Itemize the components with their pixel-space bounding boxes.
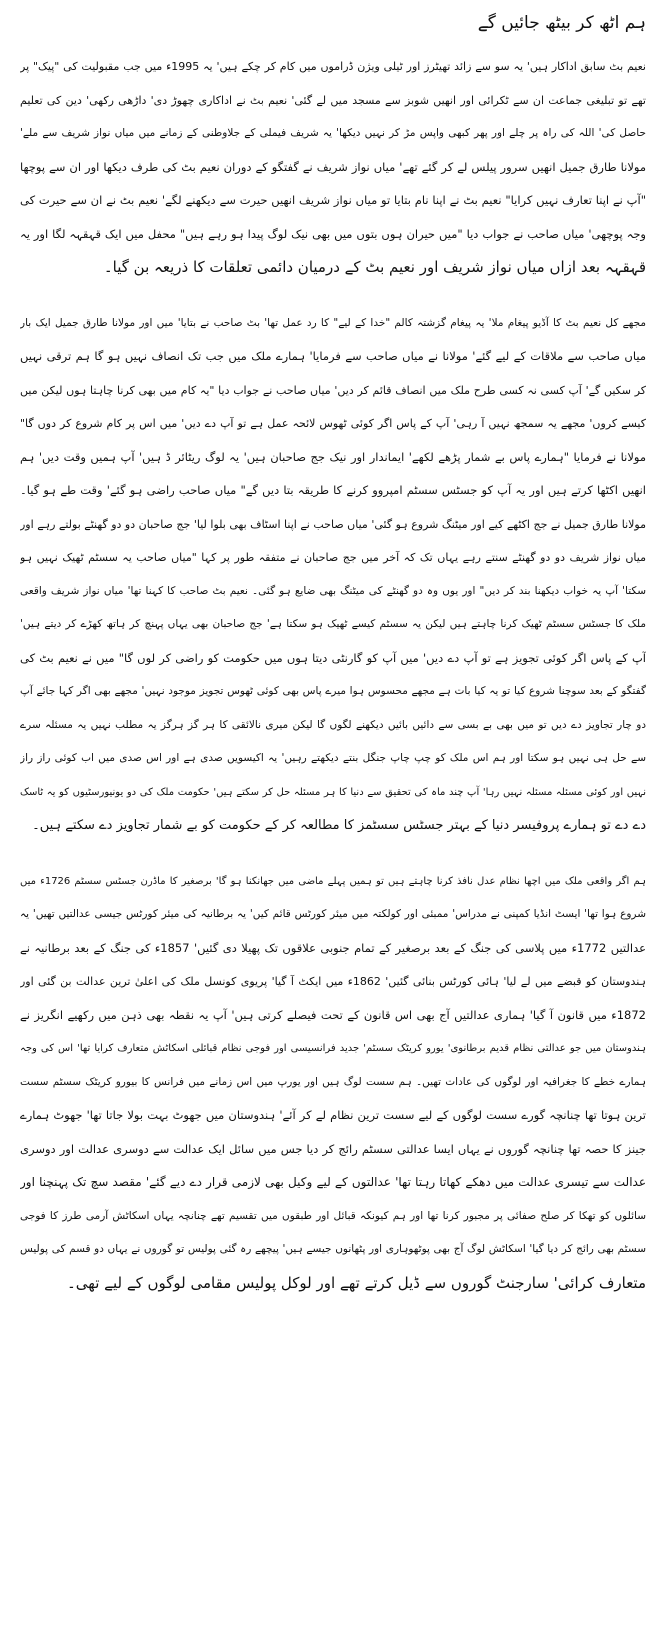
paragraph-line: قہقہہ بعد ازاں میاں نواز شریف اور نعیم بٹ کے درمیان دائمی تعلقات کا ذریعہ بن گیا۔ [103, 258, 646, 276]
article-title: ہم اٹھ کر بیٹھ جائیں گے [477, 13, 646, 33]
article-body [20, 50, 646, 1300]
paragraph-line: جینز کا حصہ تھا چنانچہ گوروں نے یہاں ایسا عدالتی سسٹم رائج کر دیا جس میں سائل ایک عدالت سے دوسری عدالت اور دوسری [20, 1141, 646, 1156]
paragraph-line: میاں صاحب سے ملاقات کے لیے گئے' مولانا نے میاں صاحب سے فرمایا' ہمارے ملک میں جب تک انصاف نہیں ہو گا ہم ترقی نہیں [20, 349, 646, 363]
paragraph-line: دو چار تجاویز دے دیں تو میں بھی بے بسی سے دائیں بائیں دیکھنے لگوں گا لیکن میری نالائقی کا ہر گز ہرگز یہ مطلب نہیں یہ مسئلہ سرے [20, 718, 646, 731]
paragraph-line: سسٹم بھی رائج کر دیا گیا' اسکاٹش لوگ آج بھی پوٹھوہاری اور پٹھانوں جیسے ہیں' پیچھے رہ گئی پولیس تو گوروں نے یہاں دو قسم کی پولیس [20, 1243, 646, 1255]
paragraph-line: مولانا طارق جمیل انھیں سرور پیلس لے کر گئے تھے' میاں نواز شریف نے گفتگو کے دوران نعیم بٹ کی طرف دیکھا اور ان سے پوچھا [20, 159, 646, 174]
paragraph-line: ملک کا جسٹس سسٹم ٹھیک کرنا چاہتے ہیں لیکن یہ سسٹم کیسے ٹھیک ہو سکتا ہے' جج صاحبان بھی یہاں پہنچ کر ہاتھ کھڑے کر دیتے ہیں' [20, 618, 646, 630]
paragraph-line: حاصل کی' اللہ کی راہ پر چلے اور پھر کبھی واپس مڑ کر نہیں دیکھا' یہ شریف فیملی کے جلاوطنی کے زمانے میں میاں نواز شریف سے ملے' [20, 127, 646, 139]
paragraph-line: کر سکیں گے' آپ کسی نہ کسی طرح ملک میں انصاف قائم کر دیں' میاں صاحب نے جواب دیا "یہ کام میں بھی کرنا چاہتا ہوں لیکن میں [20, 383, 646, 397]
paragraph-line: "آپ نے اپنا تعارف نہیں کرایا" نعیم بٹ نے اپنا نام بتایا تو میاں نواز شریف انھیں حیرت سے دیکھنے لگے' نعیم بٹ نے ان سے حیرت کی [20, 193, 646, 207]
paragraph-line: انھیں اکٹھا کرتے ہیں اور یہ آپ کو جسٹس سسٹم امپروو کرنے کا طریقہ بتا دیں گے" میاں صاحب راضی ہو گئے' وقت طے ہو گیا۔ [20, 483, 646, 497]
paragraph-line: 1872ء میں قانون آ گیا' ہماری عدالتیں آج بھی اس قانون کے تحت فیصلے کرتی ہیں' آپ یہ نقطہ بھی ذہن میں رکھیے انگریز نے [20, 1007, 646, 1022]
paragraph-line: سائلوں کو تھکا کر صلح صفائی پر مجبور کرنا تھا اور ہم کیونکہ قبائل اور طبقوں میں تقسیم تھے چنانچہ یہاں اسکاٹش آرمی طرز کا فوجی [20, 1209, 646, 1222]
paragraph-line: ہندوستان میں جو عدالتی نظام قدیم برطانوی' یورو کریٹک سسٹم' جدید فرانسیسی اور فوجی نظام قبائلی اسکاٹش متعارف کرایا تھا' اس کی وجہ [20, 1043, 646, 1054]
paragraph-line: شروع ہوا تھا' ایسٹ انڈیا کمپنی نے مدراس' ممبئی اور کولکتہ میں میئر کورٹس قائم کیں' یہ برطانیہ کی میئر کورٹس جیسی عدالتیں تھیں' یہ [20, 908, 646, 920]
paragraph-line: گفتگو کے بعد سوچنا شروع کیا تو یہ کیا بات ہے مجھے محسوس ہوا میرے پاس بھی کوئی ٹھوس تجویز موجود نہیں' مجھے بھی اگر کہا جائے آپ [20, 685, 646, 697]
paragraph-line: مجھے کل نعیم بٹ کا آڈیو پیغام ملا' یہ پیغام گزشتہ کالم "خدا کے لیے" کا رد عمل تھا' بٹ صاحب نے بتایا' میں اور مولانا طارق جمیل ایک بار [20, 316, 646, 329]
paragraph-line: عدالتیں 1772ء میں پلاسی کی جنگ کے بعد برصغیر کے تمام جنوبی علاقوں تک پھیلا دی گئیں' 1857ء کی جنگ کے بعد برطانیہ نے [20, 940, 646, 955]
paragraph-line: سے حل ہی نہیں ہو سکتا اور ہم اس ملک کو چپ چاپ جنگل بنتے دیکھتے رہیں' یہ اکیسویں صدی ہے اور اس صدی میں اب کوئی راز راز [20, 752, 646, 764]
article-paragraph [20, 50, 646, 285]
paragraph-line: ہمارے خطے کا جغرافیہ اور لوگوں کی عادات تھیں۔ ہم سست لوگ ہیں اور یورپ میں اس زمانے میں فرانس کا بیورو کریٹک سسٹم سست [20, 1075, 646, 1088]
paragraph-line: ترین ہوتا تھا چنانچہ گورے سست لوگوں کے لیے سست ترین نظام لے کر آئے' ہندوستان میں جھوٹ بہت بولا جاتا تھا' جھوٹ ہمارے [20, 1108, 646, 1122]
paragraph-line: نعیم بٹ سابق اداکار ہیں' یہ سو سے زائد تھیٹرز اور ٹیلی ویژن ڈراموں میں کام کر چکے ہیں' یہ 1995ء میں جب مقبولیت کی "پیک" پر [20, 60, 646, 73]
paragraph-line: متعارف کرائی' سارجنٹ گوروں سے ڈیل کرتے تھے اور لوکل پولیس مقامی لوگوں کے لیے تھی۔ [67, 1273, 646, 1292]
paragraph-line: کیسے کروں' مجھے یہ سمجھ نہیں آ رہی' آپ کے پاس اگر کوئی ٹھوس لائحہ عمل ہے تو آپ دے دیں' میں اس پر کام شروع کر دوں گا" [20, 417, 646, 430]
paragraph-line: دے دے تو ہمارے پروفیسر دنیا کے بہتر جسٹس سسٹمز کا مطالعہ کر کے حکومت کو بے شمار تجاویز دے سکتے ہیں۔ [32, 818, 646, 833]
paragraph-line: سکتا' آپ یہ خواب دیکھنا بند کر دیں" اور یوں وہ دو گھنٹے کی میٹنگ بھی ضایع ہو گئی۔ نعیم بٹ صاحب کا کہنا تھا' میاں نواز شریف واقعی [20, 584, 646, 597]
paragraph-line: وجہ پوچھی' میاں صاحب نے جواب دیا "میں حیران ہوں بتوں میں بھی نیک لوگ پیدا ہو رہے ہیں" محفل میں ایک قہقہہ لگا اور یہ [20, 226, 646, 241]
paragraph-line: نہیں اور کوئی مسئلہ مسئلہ نہیں رہا' آپ چند ماہ کی تحقیق سے دنیا کا ہر مسئلہ حل کر سکتے ہیں' حکومت ملک کی دو یونیورسٹیوں کو یہ ٹاسک [20, 786, 646, 798]
paragraph-line: مولانا طارق جمیل نے جج اکٹھے کیے اور میٹنگ شروع ہو گئی' میاں صاحب نے اپنا اسٹاف بھی بلوا لیا' جج صاحبان دو دو گھنٹے بولتے رہے اور [20, 517, 646, 531]
paragraph-line: عدالت سے تیسری عدالت میں دھکے کھاتا رہتا تھا' عدالتوں کے لیے وکیل بھی لازمی قرار دے دیے گئے' مقصد سچ تک پہنچنا اور [20, 1175, 646, 1189]
article-paragraph [20, 865, 646, 1301]
paragraph-line: تھے تو تبلیغی جماعت ان سے ٹکرائی اور انھیں شوبز سے مسجد میں لے گئی' نعیم بٹ نے اداکاری چھوڑ دی' داڑھی رکھی' دین کی تعلیم [20, 93, 646, 107]
paragraph-line: آپ کے پاس اگر کوئی تجویز ہے تو آپ دے دیں' میں آپ کو گارنٹی دیتا ہوں میں حکومت کو راضی کر لوں گا" میں نے نعیم بٹ کی [20, 650, 646, 665]
paragraph-line: مولانا نے فرمایا "ہمارے پاس بے شمار پڑھے لکھے' ایماندار اور نیک جج صاحبان ہیں' یہ لوگ ریٹائر ڈ ہیں' آپ ہمیں وقت دیں' ہم [20, 449, 646, 464]
paragraph-line: ہندوستان کو قبضے میں لے لیا' ہائی کورٹس بنائی گئیں' 1862ء میں ایکٹ آ گیا' پریوی کونسل ملک کی اعلیٰ ترین عدالت بن گئی اور [20, 975, 646, 988]
article-paragraph [20, 307, 646, 843]
paragraph-line: ہم اگر واقعی ملک میں اچھا نظام عدل نافذ کرنا چاہتے ہیں تو ہمیں پہلے ماضی میں جھانکنا ہو گا' برصغیر کا ماڈرن جسٹس سسٹم 1726ء میں [20, 875, 646, 887]
paragraph-line: میاں نواز شریف دو دو گھنٹے سنتے رہے یہاں تک کہ آخر میں جج صاحبان نے متفقہ طور پر کہا "میاں صاحب یہ سسٹم ٹھیک نہیں ہو [20, 551, 646, 564]
